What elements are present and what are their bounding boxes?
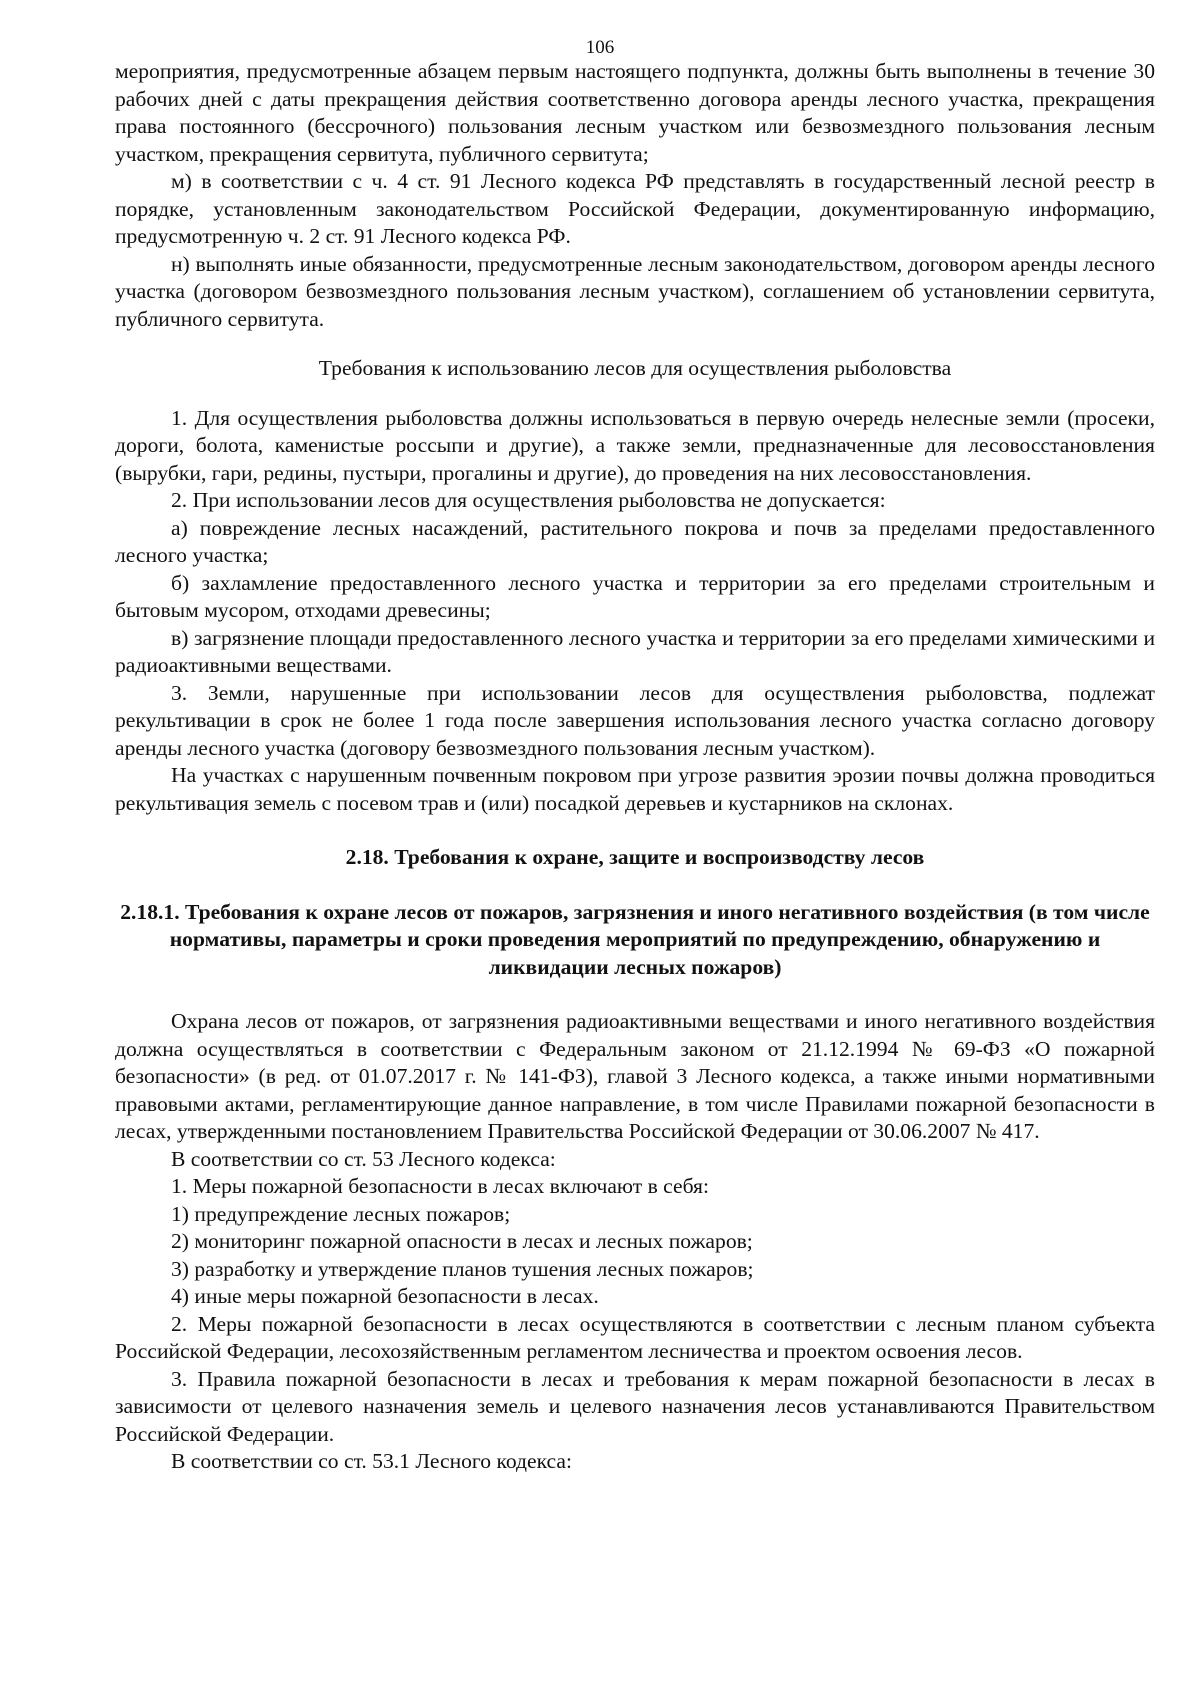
paragraph: 2. Меры пожарной безопасности в лесах осуществляются в соответствии с лесным планом субъекта Российской Федерации, лесохозяйственным регламентом лесничества и проектом освоения лесов. xyxy=(115,1311,1155,1363)
page-number: 106 xyxy=(585,37,615,58)
paragraph: мероприятия, предусмотренные абзацем первым настоящего подпункта, должны быть выполнены в течение 30 рабочих дней с даты прекращения действия соответственно договора аренды лесного участка, прекращения права постоянного (бессрочного) пользования лесным участком или безвозмездного пользования лесным участком, прекращения сервитута, публичного сервитута; xyxy=(115,59,1155,166)
list-item: б) захламление предоставленного лесного участка и территории за его пределами строительным и бытовым мусором, отходами древесины; xyxy=(115,570,1155,622)
paragraph: 1. Для осуществления рыболовства должны использоваться в первую очередь нелесные земли (просеки, дороги, болота, каменистые россыпи и другие), а также земли, предназначенные для лесовосстановления (вырубки, гари, редины, пустыри, прогалины и другие), до проведения на них лесовосстановления. xyxy=(115,405,1155,485)
list-item: 2) мониторинг пожарной опасности в лесах и лесных пожаров; xyxy=(171,1229,753,1253)
paragraph: В соответствии со ст. 53 Лесного кодекса: xyxy=(171,1146,556,1171)
paragraph: 2. При использовании лесов для осуществления рыболовства не допускается: xyxy=(171,488,886,512)
paragraph: н) выполнять иные обязанности, предусмотренные лесным законодательством, договором аренды лесного участка (договором безвозмездного пользования лесным участком), соглашением об установлении сервитута, публичного сервитута. xyxy=(115,251,1155,331)
list-item: 3) разработку и утверждение планов тушения лесных пожаров; xyxy=(171,1256,754,1281)
list-item: 4) иные меры пожарной безопасности в лесах. xyxy=(171,1284,599,1308)
chapter-heading: 2.18. Требования к охране, защите и воспроизводству лесов xyxy=(345,845,925,869)
list-item: в) загрязнение площади предоставленного лесного участка и территории за его пределами химическими и радиоактивными веществами. xyxy=(115,625,1155,677)
list-item: а) повреждение лесных насаждений, растительного покрова и почв за пределами предоставленного лесного участка; xyxy=(115,515,1155,567)
subchapter-heading: 2.18.1. Требования к охране лесов от пожаров, загрязнения и иного негативного воздействия (в том числе нормативы, параметры и сроки проведения мероприятий по предупреждению, обнаружению и ликвидации лесных пожаров) xyxy=(120,899,1150,979)
document-body xyxy=(115,58,1155,1476)
paragraph: На участках с нарушенным почвенным покровом при угрозе развития эрозии почвы должна проводиться рекультивация земель с посевом трав и (или) посадкой деревьев и кустарников на склонах. xyxy=(115,763,1155,815)
paragraph: В соответствии со ст. 53.1 Лесного кодекса: xyxy=(171,1449,572,1473)
paragraph: 1. Меры пожарной безопасности в лесах включают в себя: xyxy=(171,1174,709,1198)
paragraph: 3. Правила пожарной безопасности в лесах и требования к мерам пожарной безопасности в лесах в зависимости от целевого назначения земель и целевого назначения лесов устанавливаются Правительством Российской Федерации. xyxy=(115,1366,1155,1446)
paragraph: м) в соответствии с ч. 4 ст. 91 Лесного кодекса РФ представлять в государственный лесной реестр в порядке, установленным законодательством Российской Федерации, документированную информацию, предусмотренную ч. 2 ст. 91 Лесного кодекса РФ. xyxy=(115,169,1155,248)
section-heading: Требования к использованию лесов для осуществления рыболовства xyxy=(318,356,952,380)
paragraph: Охрана лесов от пожаров, от загрязнения радиоактивными веществами и иного негативного воздействия должна осуществляться в соответствии с Федеральным законом от 21.12.1994 № 69-ФЗ «О пожарной безопасности» (в ред. от 01.07.2017 г. № 141-ФЗ), главой 3 Лесного кодекса, а также иными нормативными правовыми актами, регламентирующие данное направление, в том числе Правилами пожарной безопасности в лесах, утвержденными постановлением Правительства Российской Федерации от 30.06.2007 № 417. xyxy=(115,1009,1155,1143)
list-item: 1) предупреждение лесных пожаров; xyxy=(171,1201,511,1226)
paragraph: 3. Земли, нарушенные при использовании лесов для осуществления рыболовства, подлежат рекультивации в срок не более 1 года после завершения использования лесного участка согласно договору аренды лесного участка (договору безвозмездного пользования лесным участком). xyxy=(115,680,1155,760)
